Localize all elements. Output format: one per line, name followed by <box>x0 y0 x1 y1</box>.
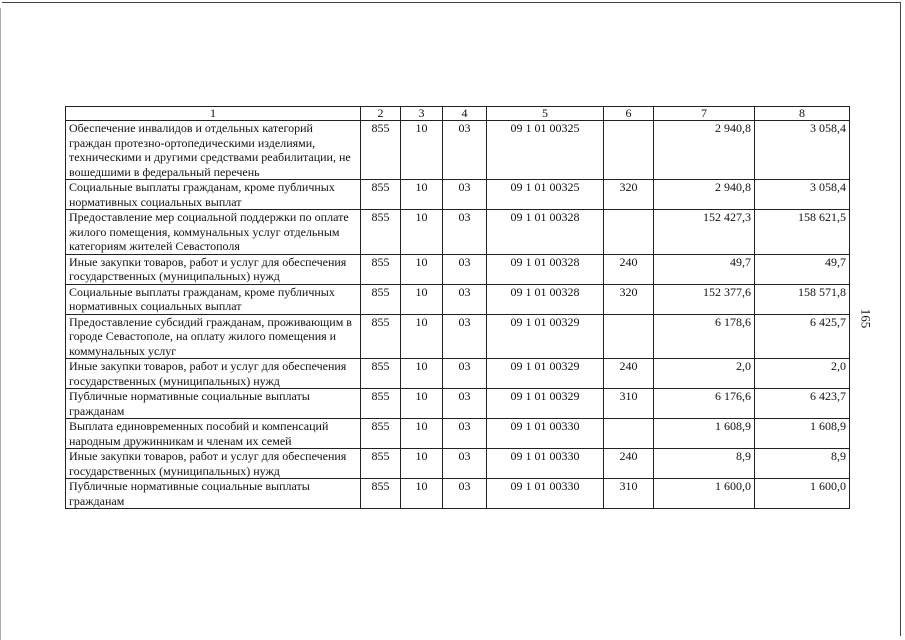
amount-year1-cell: 1 600,0 <box>654 479 755 509</box>
department-code-cell: 855 <box>361 121 401 180</box>
amount-year1-cell: 2 940,8 <box>654 180 755 210</box>
expense-type-cell <box>604 121 654 180</box>
row-name-cell: Обеспечение инвалидов и отдельных категорий граждан протезно-ортопедическими изделиями, техническими и другими средствами реабилитации, не вошедшими в федеральный перечень <box>66 121 361 180</box>
subsection-code-cell: 03 <box>443 359 487 389</box>
table-row <box>66 180 850 210</box>
target-article-cell: 09 1 01 00330 <box>487 449 604 479</box>
section-code-cell: 10 <box>401 121 443 180</box>
column-header: 3 <box>401 107 443 121</box>
row-name-cell: Социальные выплаты гражданам, кроме публичных нормативных социальных выплат <box>66 284 361 314</box>
department-code-cell: 855 <box>361 479 401 509</box>
section-code-cell: 10 <box>401 210 443 255</box>
column-header: 6 <box>604 107 654 121</box>
expense-type-cell <box>604 314 654 359</box>
expense-type-cell <box>604 210 654 255</box>
amount-year1-cell: 49,7 <box>654 254 755 284</box>
expense-type-cell: 310 <box>604 479 654 509</box>
section-code-cell: 10 <box>401 254 443 284</box>
section-code-cell: 10 <box>401 284 443 314</box>
row-name-cell: Предоставление мер социальной поддержки по оплате жилого помещения, коммунальных услуг отдельным категориям жителей Севастополя <box>66 210 361 255</box>
row-name-cell: Выплата единовременных пособий и компенсаций народным дружинникам и членам их семей <box>66 419 361 449</box>
amount-year2-cell: 158 621,5 <box>755 210 850 255</box>
table-row <box>66 449 850 479</box>
subsection-code-cell: 03 <box>443 180 487 210</box>
table-row <box>66 254 850 284</box>
subsection-code-cell: 03 <box>443 254 487 284</box>
amount-year2-cell: 1 608,9 <box>755 419 850 449</box>
amount-year2-cell: 49,7 <box>755 254 850 284</box>
amount-year1-cell: 1 608,9 <box>654 419 755 449</box>
amount-year2-cell: 2,0 <box>755 359 850 389</box>
column-header: 7 <box>654 107 755 121</box>
expense-type-cell: 240 <box>604 254 654 284</box>
target-article-cell: 09 1 01 00330 <box>487 419 604 449</box>
table-row <box>66 314 850 359</box>
target-article-cell: 09 1 01 00329 <box>487 389 604 419</box>
amount-year2-cell: 3 058,4 <box>755 180 850 210</box>
budget-table <box>65 106 850 509</box>
table-row <box>66 419 850 449</box>
amount-year2-cell: 6 425,7 <box>755 314 850 359</box>
amount-year2-cell: 6 423,7 <box>755 389 850 419</box>
amount-year2-cell: 3 058,4 <box>755 121 850 180</box>
expense-type-cell: 310 <box>604 389 654 419</box>
column-header: 5 <box>487 107 604 121</box>
amount-year1-cell: 152 377,6 <box>654 284 755 314</box>
table-row <box>66 210 850 255</box>
department-code-cell: 855 <box>361 284 401 314</box>
subsection-code-cell: 03 <box>443 479 487 509</box>
amount-year1-cell: 152 427,3 <box>654 210 755 255</box>
amount-year2-cell: 8,9 <box>755 449 850 479</box>
target-article-cell: 09 1 01 00328 <box>487 254 604 284</box>
column-header: 4 <box>443 107 487 121</box>
column-header: 2 <box>361 107 401 121</box>
section-code-cell: 10 <box>401 359 443 389</box>
subsection-code-cell: 03 <box>443 210 487 255</box>
row-name-cell: Предоставление субсидий гражданам, проживающим в городе Севастополе, на оплату жилого помещения и коммунальных услуг <box>66 314 361 359</box>
department-code-cell: 855 <box>361 359 401 389</box>
row-name-cell: Социальные выплаты гражданам, кроме публичных нормативных социальных выплат <box>66 180 361 210</box>
subsection-code-cell: 03 <box>443 419 487 449</box>
column-header: 1 <box>66 107 361 121</box>
expense-type-cell: 320 <box>604 180 654 210</box>
department-code-cell: 855 <box>361 314 401 359</box>
amount-year1-cell: 2,0 <box>654 359 755 389</box>
expense-type-cell: 240 <box>604 359 654 389</box>
row-name-cell: Публичные нормативные социальные выплаты гражданам <box>66 389 361 419</box>
page-border-left <box>0 8 1 640</box>
column-header: 8 <box>755 107 850 121</box>
target-article-cell: 09 1 01 00325 <box>487 180 604 210</box>
amount-year2-cell: 1 600,0 <box>755 479 850 509</box>
section-code-cell: 10 <box>401 479 443 509</box>
target-article-cell: 09 1 01 00330 <box>487 479 604 509</box>
section-code-cell: 10 <box>401 449 443 479</box>
amount-year1-cell: 6 176,6 <box>654 389 755 419</box>
target-article-cell: 09 1 01 00329 <box>487 359 604 389</box>
table-row <box>66 479 850 509</box>
department-code-cell: 855 <box>361 449 401 479</box>
department-code-cell: 855 <box>361 389 401 419</box>
amount-year1-cell: 2 940,8 <box>654 121 755 180</box>
row-name-cell: Иные закупки товаров, работ и услуг для обеспечения государственных (муниципальных) нужд <box>66 254 361 284</box>
expense-type-cell: 320 <box>604 284 654 314</box>
department-code-cell: 855 <box>361 180 401 210</box>
section-code-cell: 10 <box>401 180 443 210</box>
subsection-code-cell: 03 <box>443 121 487 180</box>
department-code-cell: 855 <box>361 210 401 255</box>
expense-type-cell: 240 <box>604 449 654 479</box>
table-row <box>66 359 850 389</box>
target-article-cell: 09 1 01 00325 <box>487 121 604 180</box>
table-row <box>66 121 850 180</box>
department-code-cell: 855 <box>361 419 401 449</box>
row-name-cell: Публичные нормативные социальные выплаты гражданам <box>66 479 361 509</box>
target-article-cell: 09 1 01 00328 <box>487 210 604 255</box>
expense-type-cell <box>604 419 654 449</box>
table-row <box>66 389 850 419</box>
subsection-code-cell: 03 <box>443 389 487 419</box>
row-name-cell: Иные закупки товаров, работ и услуг для обеспечения государственных (муниципальных) нужд <box>66 359 361 389</box>
subsection-code-cell: 03 <box>443 449 487 479</box>
department-code-cell: 855 <box>361 254 401 284</box>
target-article-cell: 09 1 01 00328 <box>487 284 604 314</box>
section-code-cell: 10 <box>401 419 443 449</box>
section-code-cell: 10 <box>401 314 443 359</box>
target-article-cell: 09 1 01 00329 <box>487 314 604 359</box>
table-header-row <box>66 107 850 121</box>
amount-year2-cell: 158 571,8 <box>755 284 850 314</box>
row-name-cell: Иные закупки товаров, работ и услуг для обеспечения государственных (муниципальных) нужд <box>66 449 361 479</box>
subsection-code-cell: 03 <box>443 284 487 314</box>
subsection-code-cell: 03 <box>443 314 487 359</box>
amount-year1-cell: 6 178,6 <box>654 314 755 359</box>
page-number: 165 <box>858 308 874 329</box>
table-row <box>66 284 850 314</box>
amount-year1-cell: 8,9 <box>654 449 755 479</box>
section-code-cell: 10 <box>401 389 443 419</box>
